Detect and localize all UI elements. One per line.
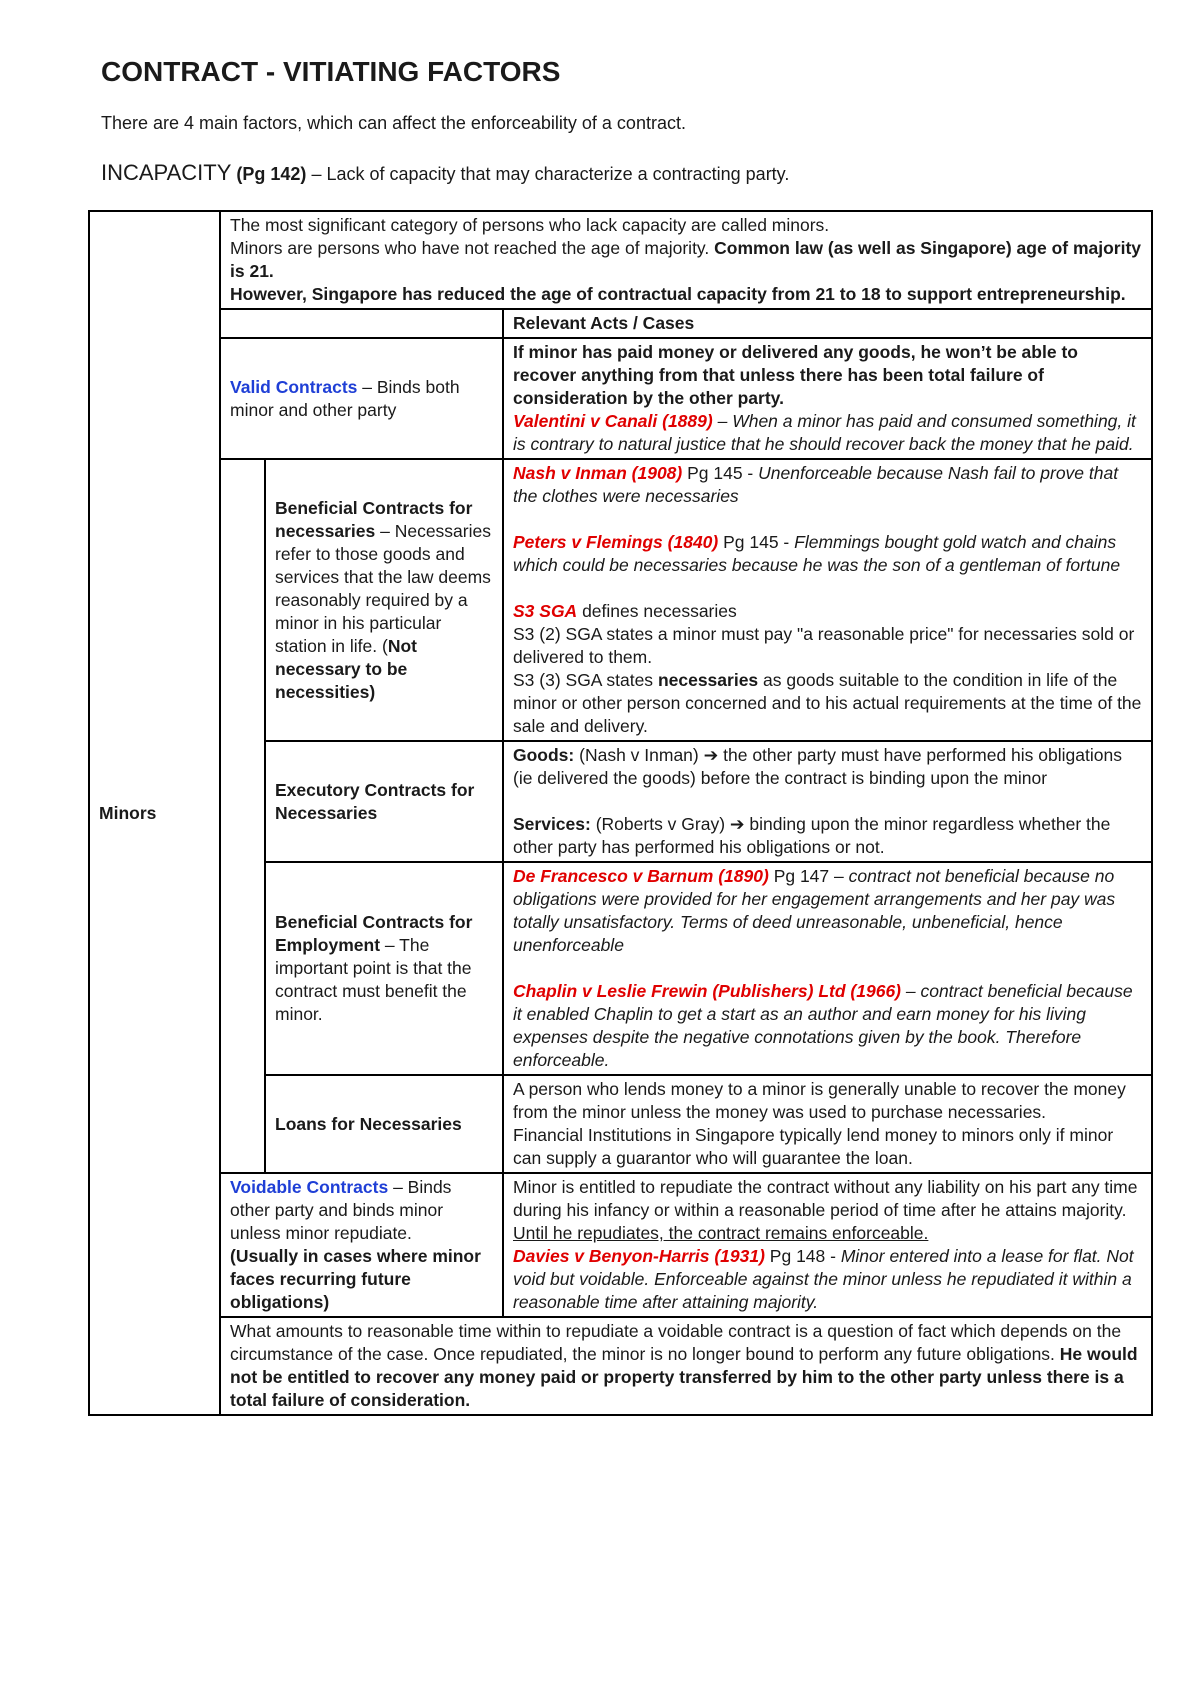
table-row: [89, 309, 1152, 338]
beneficial-necessaries-cell: [265, 459, 503, 741]
beneficial-necessaries-desc-bold: Not necessary to be necessities): [275, 635, 417, 702]
relevant-header: Relevant Acts / Cases: [503, 309, 1152, 338]
loans-title: Loans for Necessaries: [275, 1113, 462, 1134]
beneficial-necessaries-title: Beneficial Contracts for necessaries: [275, 497, 473, 541]
employment-cases: [503, 862, 1152, 1075]
executory-title: Executory Contracts for Necessaries: [275, 779, 475, 823]
loans-text-cell: [503, 1075, 1152, 1173]
voidable-title: Voidable Contracts: [230, 1177, 389, 1197]
intro-text: There are 4 main factors, which can affect the enforceability of a contract.: [101, 113, 686, 133]
closing-bold: He would not be entitled to recover any money paid or property transferred by him to the other party unless there is a total failure of consideration.: [230, 1344, 1138, 1410]
table-row: [89, 211, 1152, 309]
minors-label-cell: [89, 211, 220, 1415]
s3-3-sga: S3 (3) SGA states necessaries as goods suitable to the condition in life of the minor or other person concerned and to his actual requirements at the time of the sale and delivery.: [513, 670, 1142, 736]
minors-label: Minors: [99, 802, 157, 823]
header-empty-cell: [220, 309, 503, 338]
executory-cell: [265, 741, 503, 862]
s3-2-sga: S3 (2) SGA states a minor must pay "a reasonable price" for necessaries sold or delivered to them.: [513, 624, 1135, 667]
executory-goods: Goods: (Nash v Inman) ➔ the other party must have performed his obligations (ie delivered the goods) before the contract is binding upon the minor: [513, 745, 1122, 788]
overview-cell: [220, 211, 1152, 309]
valid-bold-text: If minor has paid money or delivered any goods, he won’t be able to recover anything from that unless there has been total failure of consideration by the other party.: [513, 342, 1078, 408]
case-peters: Peters v Flemings (1840) Pg 145 - Flemmings bought gold watch and chains which could be necessaries because he was the son of a gentleman of fortune: [513, 532, 1121, 575]
beneficial-necessaries-cases: [503, 459, 1152, 741]
table-row: [89, 1317, 1152, 1415]
valid-contracts-title: Valid Contracts: [230, 376, 358, 397]
loans-cell: [265, 1075, 503, 1173]
employment-title: Beneficial Contracts for Employment: [275, 912, 473, 955]
executory-services: Services: (Roberts v Gray) ➔ binding upon the minor regardless whether the other party has performed his obligations or not.: [513, 814, 1111, 857]
valid-contracts-cell: [220, 338, 503, 459]
case-de-francesco: De Francesco v Barnum (1890) Pg 147 – contract not beneficial because no obligations were provided for her engagement arrangements and her pay was totally unsatisfactory. Terms of deed unreasonable, unbeneficial, hence unenforceable: [513, 866, 1116, 955]
indent-spacer-cell: [220, 459, 265, 1173]
employment-desc: – The important point is that the contract must benefit the minor.: [275, 935, 472, 1024]
table-row: [89, 338, 1152, 459]
employment-cell: [265, 862, 503, 1075]
voidable-desc-bold: (Usually in cases where minor faces recurring future obligations): [230, 1246, 481, 1312]
valid-cases-cell: [503, 338, 1152, 459]
incapacity-description: – Lack of capacity that may characterize a contracting party.: [311, 164, 790, 184]
table-row: [89, 459, 1152, 741]
valid-contracts-desc: – Binds both minor and other party: [230, 376, 460, 420]
closing-text: What amounts to reasonable time within to repudiate a voidable contract is a question of fact which depends on the circumstance of the case. Once repudiated, the minor is no longer bound to perform any future obligations.: [230, 1321, 1122, 1364]
table-row: [89, 1173, 1152, 1317]
closing-cell: [220, 1317, 1152, 1415]
valid-case: Valentini v Canali (1889) – When a minor has paid and consumed something, it is contrary to natural justice that he should recover back the money that he paid.: [513, 411, 1136, 454]
loans-text2: Financial Institutions in Singapore typically lend money to minors only if minor can supply a guarantor who will guarantee the loan.: [513, 1125, 1114, 1168]
incapacity-label: INCAPACITY: [101, 160, 232, 185]
overview-line2: Minors are persons who have not reached the age of majority. Common law (as well as Singapore) age of majority is 21.: [230, 238, 1142, 281]
loans-text1: A person who lends money to a minor is generally unable to recover the money from the minor unless the money was used to purchase necessaries.: [513, 1079, 1126, 1122]
s3-sga: S3 SGA defines necessaries: [513, 601, 737, 621]
voidable-desc: – Binds other party and binds minor unless minor repudiate.: [230, 1177, 452, 1243]
case-davies: Davies v Benyon-Harris (1931) Pg 148 - Minor entered into a lease for flat. Not void but voidable. Enforceable against the minor unless he repudiated it within a reasonable time after attaining majority.: [513, 1246, 1134, 1312]
incapacity-heading: [101, 160, 789, 186]
beneficial-necessaries-desc: – Necessaries refer to those goods and services that the law deems reasonably required by a minor in his particular station in life. (: [275, 520, 491, 656]
minors-table: [88, 210, 1153, 1416]
voidable-cases: [503, 1173, 1152, 1317]
case-chaplin: Chaplin v Leslie Frewin (Publishers) Ltd (1966) – contract beneficial because it enabled Chaplin to get a start as an author and earn money for his living expenses despite the negative connotations given by the book. Therefore enforceable.: [513, 981, 1133, 1070]
overview-line1: The most significant category of persons who lack capacity are called minors.: [230, 215, 830, 235]
overview-line3: However, Singapore has reduced the age of contractual capacity from 21 to 18 to support entrepreneurship.: [230, 284, 1126, 304]
voidable-cell: [220, 1173, 503, 1317]
executory-cases: [503, 741, 1152, 862]
document-title: CONTRACT - VITIATING FACTORS: [101, 56, 561, 87]
voidable-text1: Minor is entitled to repudiate the contract without any liability on his part any time during his infancy or within a reasonable period of time after he attains majority. Until he repudiates, the contract remains enforceable.: [513, 1177, 1138, 1243]
incapacity-page-ref: (Pg 142): [236, 164, 307, 184]
case-nash: Nash v Inman (1908) Pg 145 - Unenforceable because Nash fail to prove that the clothes were necessaries: [513, 463, 1119, 506]
